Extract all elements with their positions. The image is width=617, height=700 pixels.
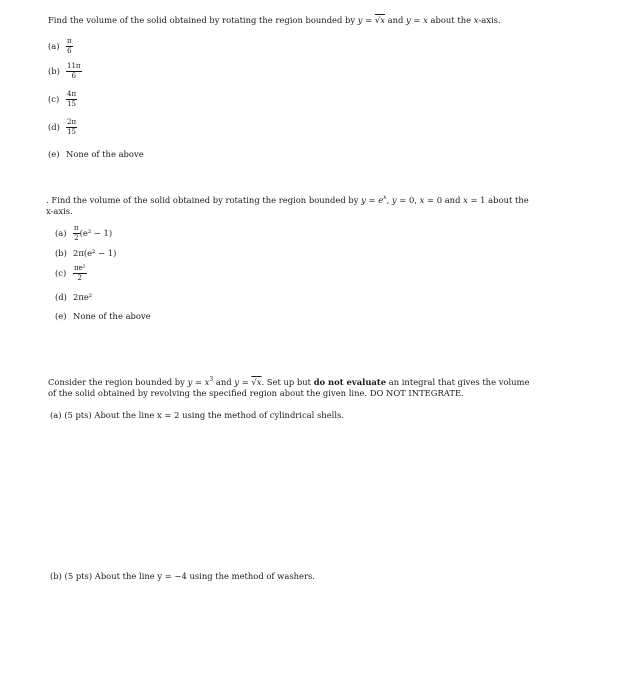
- question-1-choice-d[interactable]: (d) $\frac{2\pi}{15}$: [48, 118, 77, 136]
- question-3-stem: Consider the region bounded by $y = x^3$ and y = √x. Set up but do not evaluate an integral that gives the volume of the solid obtained by revolving the specified region about the given line. DO NOT INTEGRATE.: [48, 376, 530, 399]
- question-2-choice-b[interactable]: (b) 2π(e² − 1): [55, 248, 117, 258]
- question-2-choice-e[interactable]: (e) None of the above: [55, 311, 151, 321]
- fraction: $\frac{\text{πe²}}{2}$: [74, 264, 86, 282]
- question-1-choice-a[interactable]: (a) $\frac{\pi}{6}$: [48, 37, 72, 55]
- question-1: [48, 15, 588, 165]
- question-1-choice-b[interactable]: (b) $\frac{11\pi}{6}$: [48, 62, 81, 80]
- question-3-part-a: (a) (5 pts) About the line x = 2 using the method of cylindrical shells.: [50, 410, 344, 420]
- question-1-choice-e[interactable]: (e) None of the above: [48, 149, 144, 159]
- question-2-choice-a[interactable]: (a) $\frac{\pi}{2}$ (e² − 1): [55, 224, 113, 242]
- fraction: $\frac{\pi}{2}$: [74, 224, 79, 242]
- question-1-stem: Find the volume of the solid obtained by rotating the region bounded by y = √x and y = x about the x-axis.: [48, 15, 501, 25]
- question-2-choice-c[interactable]: (c) $\frac{\text{πe²}}{2}$: [55, 264, 86, 282]
- fraction: $\frac{11\pi}{6}$: [67, 62, 81, 80]
- fraction: $\frac{\pi}{6}$: [67, 37, 72, 55]
- question-1-choice-c[interactable]: (c) $\frac{4\pi}{15}$: [48, 90, 77, 108]
- fraction: $\frac{4\pi}{15}$: [67, 90, 77, 108]
- question-2-stem: . Find the volume of the solid obtained by rotating the region bounded by $y = e^x$, y = 0, x = 0 and x = 1 about the x-axis.: [46, 194, 529, 217]
- question-2-choice-d[interactable]: (d) 2πe²: [55, 292, 93, 302]
- question-3: [48, 377, 588, 587]
- fraction: $\frac{2\pi}{15}$: [67, 118, 77, 136]
- question-2: [46, 195, 586, 325]
- question-3-part-b: (b) (5 pts) About the line y = −4 using the method of washers.: [50, 571, 315, 581]
